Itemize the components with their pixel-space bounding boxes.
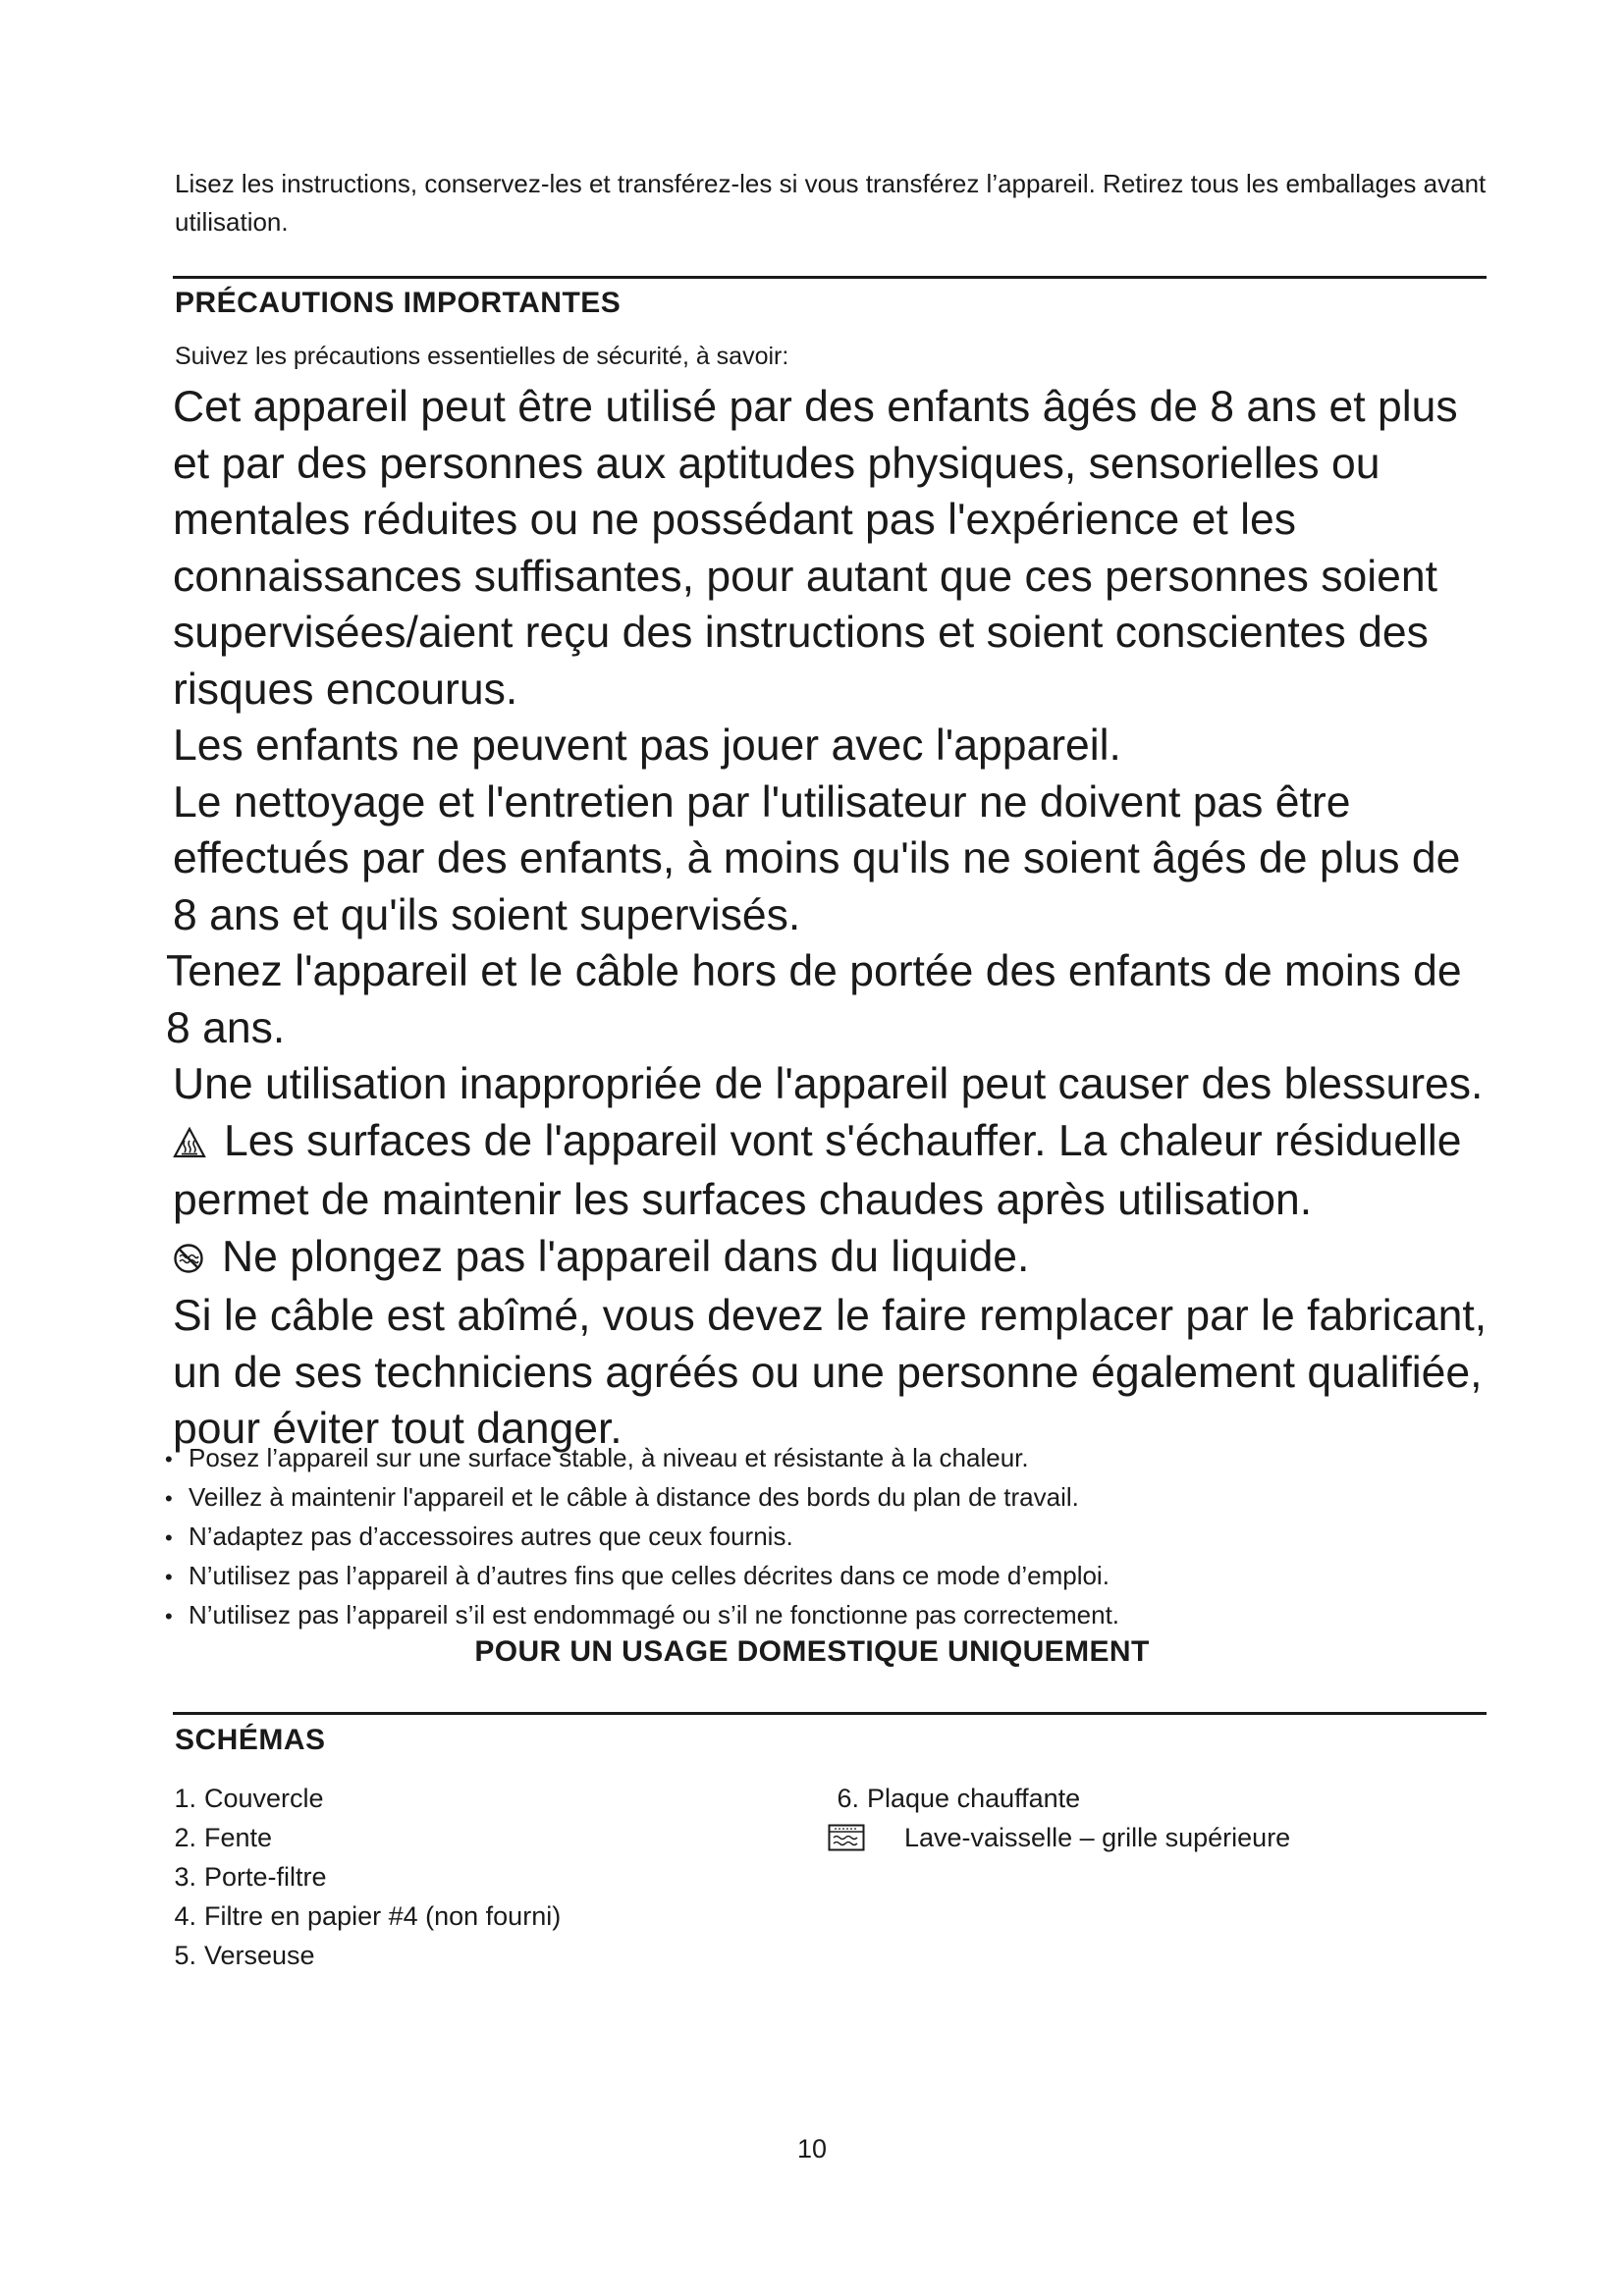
bullet-dot: • [165,1447,173,1471]
warning-children-play: Les enfants ne peuvent pas jouer avec l'appareil. [173,721,1121,770]
no-immersion-icon [173,1232,204,1289]
hot-surface-warning-icon [173,1116,206,1173]
no-immersion-text: Ne plongez pas l'appareil dans du liquide. [222,1232,1030,1281]
schemas-title: SCHÉMAS [175,1724,326,1756]
bullet-dot: • [165,1525,173,1550]
dishwasher-note-text: Lave-vaisselle – grille supérieure [904,1823,1291,1852]
list-item: 1. Couvercle [174,1784,324,1813]
safety-warnings [166,379,1493,1458]
list-item: 4. Filtre en papier #4 (non fourni) [174,1901,562,1931]
warning-no-immersion [173,1229,1493,1289]
bullet-dot: • [165,1565,173,1589]
domestic-use-notice: POUR UN USAGE DOMESTIQUE UNIQUEMENT [474,1635,1150,1668]
list-item: • N’adaptez pas d’accessoires autres que ceux fournis. [165,1518,1119,1557]
list-item: 5. Verseuse [174,1941,315,1970]
precautions-title: PRÉCAUTIONS IMPORTANTES [175,287,622,319]
hot-surfaces-text: Les surfaces de l'appareil vont s'échauffer. La chaleur résiduelle permet de maintenir les surfaces chaudes après utilisation. [173,1116,1462,1224]
page-number: 10 [796,2134,828,2163]
precautions-lead: Suivez les précautions essentielles de sécurité, à savoir: [175,343,789,370]
section-divider-schemas [173,1712,1487,1715]
warning-supervision: Cet appareil peut être utilisé par des enfants âgés de 8 ans et plus et par des personnes aux aptitudes physiques, sensorielles ou mentales réduites ou ne possédant pas l'expérience et les connaissances suffisantes, pour autant que ces personnes soient supervisées/aient reçu des instructions et soient conscientes des risques encourus. [173,383,1458,714]
parts-list-right [828,1779,1290,1857]
warning-hot-surfaces [173,1113,1493,1229]
intro-text: Lisez les instructions, conservez-les et transférez-les si vous transférez l’appareil. Retirez tous les emballages avant utilisation. [175,169,1487,237]
list-item: • Posez l’appareil sur une surface stable, à niveau et résistante à la chaleur. [165,1439,1119,1478]
list-item: • N’utilisez pas l’appareil à d’autres fins que celles décrites dans ce mode d’emploi. [165,1557,1119,1596]
list-item: 3. Porte-filtre [174,1862,327,1892]
warning-damaged-cable: Si le câble est abîmé, vous devez le faire remplacer par le fabricant, un de ses techniciens agréés ou une personne également qualifiée, pour éviter tout danger. [173,1292,1488,1453]
warning-misuse: Une utilisation inappropriée de l'appareil peut causer des blessures. [173,1060,1484,1108]
list-item: 6. Plaque chauffante [837,1784,1081,1813]
dishwasher-note [828,1818,1290,1857]
bullet-dot: • [165,1604,173,1629]
warning-reach: Tenez l'appareil et le câble hors de portée des enfants de moins de 8 ans. [166,947,1462,1052]
list-item: • Veillez à maintenir l'appareil et le câble à distance des bords du plan de travail. [165,1478,1119,1518]
dishwasher-top-rack-icon [828,1823,865,1850]
parts-list-left [165,1779,561,1975]
warning-cleaning: Le nettoyage et l'entretien par l'utilisateur ne doivent pas être effectués par des enfants, à moins qu'ils ne soient âgés de plus de 8 ans et qu'ils soient supervisés. [173,777,1461,939]
list-item: • N’utilisez pas l’appareil s’il est endommagé ou s’il ne fonctionne pas correctement. [165,1596,1119,1635]
bullet-dot: • [165,1486,173,1511]
list-item: 2. Fente [174,1823,273,1852]
section-divider-precautions [173,276,1487,279]
precaution-bullets [165,1439,1119,1635]
